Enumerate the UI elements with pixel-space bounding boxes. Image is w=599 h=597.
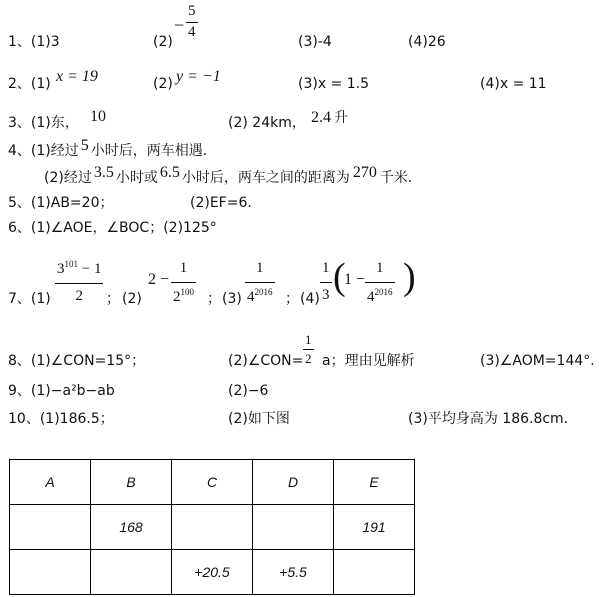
q2-part1-expr: x = 19 xyxy=(56,68,98,85)
q4-part1: 4、(1)经过 5 小时后，两车相遇． xyxy=(8,137,217,159)
q10-text: 10、(1)186.5； xyxy=(8,411,114,427)
table-cell xyxy=(10,550,91,595)
q2-part3: (3)x = 1.5 xyxy=(298,76,370,92)
table-row xyxy=(10,505,415,550)
q7-part2-label: (2) xyxy=(122,291,142,307)
q8-text: 8、(1)∠CON=15°； xyxy=(8,353,146,369)
table-header-cell: E xyxy=(334,460,415,505)
q7-part1-fraction: $3^{101} - 1$ 2 xyxy=(57,259,102,304)
data-table xyxy=(9,459,415,595)
table-cell xyxy=(91,550,172,595)
q1-minus-sign: − xyxy=(174,15,185,35)
q10-part2: (2)如下图 xyxy=(228,411,290,427)
q2-part2-label: (2) xyxy=(153,76,173,92)
table-header-cell: D xyxy=(253,460,334,505)
table-cell xyxy=(172,505,253,550)
q5-text: 5、(1)AB=20； xyxy=(8,195,114,211)
q2-part2-expr: y = −1 xyxy=(176,68,221,85)
q8-part2-label: (2)∠CON= xyxy=(228,353,304,369)
q7-part2-fraction: 1 $2^{100}$ xyxy=(173,260,194,305)
q1-text: 1、(1)3 xyxy=(8,34,60,50)
q7-part4-outer-fraction: 1 3 xyxy=(322,260,330,303)
q7-sep1: ； xyxy=(106,291,120,307)
q6-text: 6、(1)∠AOE，∠BOC；(2)125° xyxy=(8,220,217,236)
q7-part4-label: (4) xyxy=(300,291,320,307)
table-header-cell: A xyxy=(10,460,91,505)
q7-label: 7、(1) xyxy=(8,291,51,307)
q7-part3-fraction: 1 $4^{2016}$ xyxy=(247,260,273,305)
q7-part2-pre: 2 − xyxy=(148,271,170,288)
table-cell: 168 xyxy=(91,505,172,550)
table-header-cell: C xyxy=(172,460,253,505)
q3-text: 3、(1)东， xyxy=(8,115,79,131)
q1-fraction-den: 4 xyxy=(188,23,196,40)
q3-part2-value: 2.4 升 xyxy=(311,109,348,126)
q7-part4-inner-fraction: 1 $4^{2016}$ xyxy=(367,260,393,305)
q7-part3-label: (3) xyxy=(222,291,242,307)
q3-part2-label: (2) 24km， xyxy=(228,115,306,131)
table-cell xyxy=(10,505,91,550)
table-header-row xyxy=(10,460,415,505)
q1-fraction xyxy=(186,4,198,41)
table-cell: +20.5 xyxy=(172,550,253,595)
q1-part3: (3)-4 xyxy=(298,34,332,50)
q3-part1-value: 10 xyxy=(90,108,106,125)
q1-fraction-num: 5 xyxy=(188,3,196,19)
table-cell: 191 xyxy=(334,505,415,550)
q7-sep3: ； xyxy=(285,291,299,307)
q4-part2: (2)经过 3.5 小时或 6.5 小时后，两车之间的距离为 270 千米． xyxy=(44,164,422,186)
q10-part3: (3)平均身高为 186.8cm． xyxy=(408,411,578,427)
q2-text: 2、(1) xyxy=(8,76,51,92)
q7-left-paren: ( xyxy=(333,256,346,298)
q8-fraction: 1 2 xyxy=(305,332,312,366)
q7-right-paren: ) xyxy=(403,256,416,298)
q9-part2: (2)−6 xyxy=(228,383,269,399)
table-cell: +5.5 xyxy=(253,550,334,595)
table-cell xyxy=(253,505,334,550)
q1-part2-label: (2) xyxy=(153,34,173,50)
table-row xyxy=(10,550,415,595)
q8-part2-rest: a；理由见解析 xyxy=(322,353,415,369)
q7-part4-one-minus: 1 − xyxy=(344,271,366,288)
table-header-cell: B xyxy=(91,460,172,505)
q2-part4: (4)x = 11 xyxy=(480,76,547,92)
q7-sep2: ； xyxy=(207,291,221,307)
q5-part2: (2)EF=6． xyxy=(190,195,262,211)
table-cell xyxy=(334,550,415,595)
q1-part4: (4)26 xyxy=(408,34,446,50)
q8-part3: (3)∠AOM=144°. xyxy=(480,353,595,369)
q9-text: 9、(1)−a²b−ab xyxy=(8,383,115,399)
